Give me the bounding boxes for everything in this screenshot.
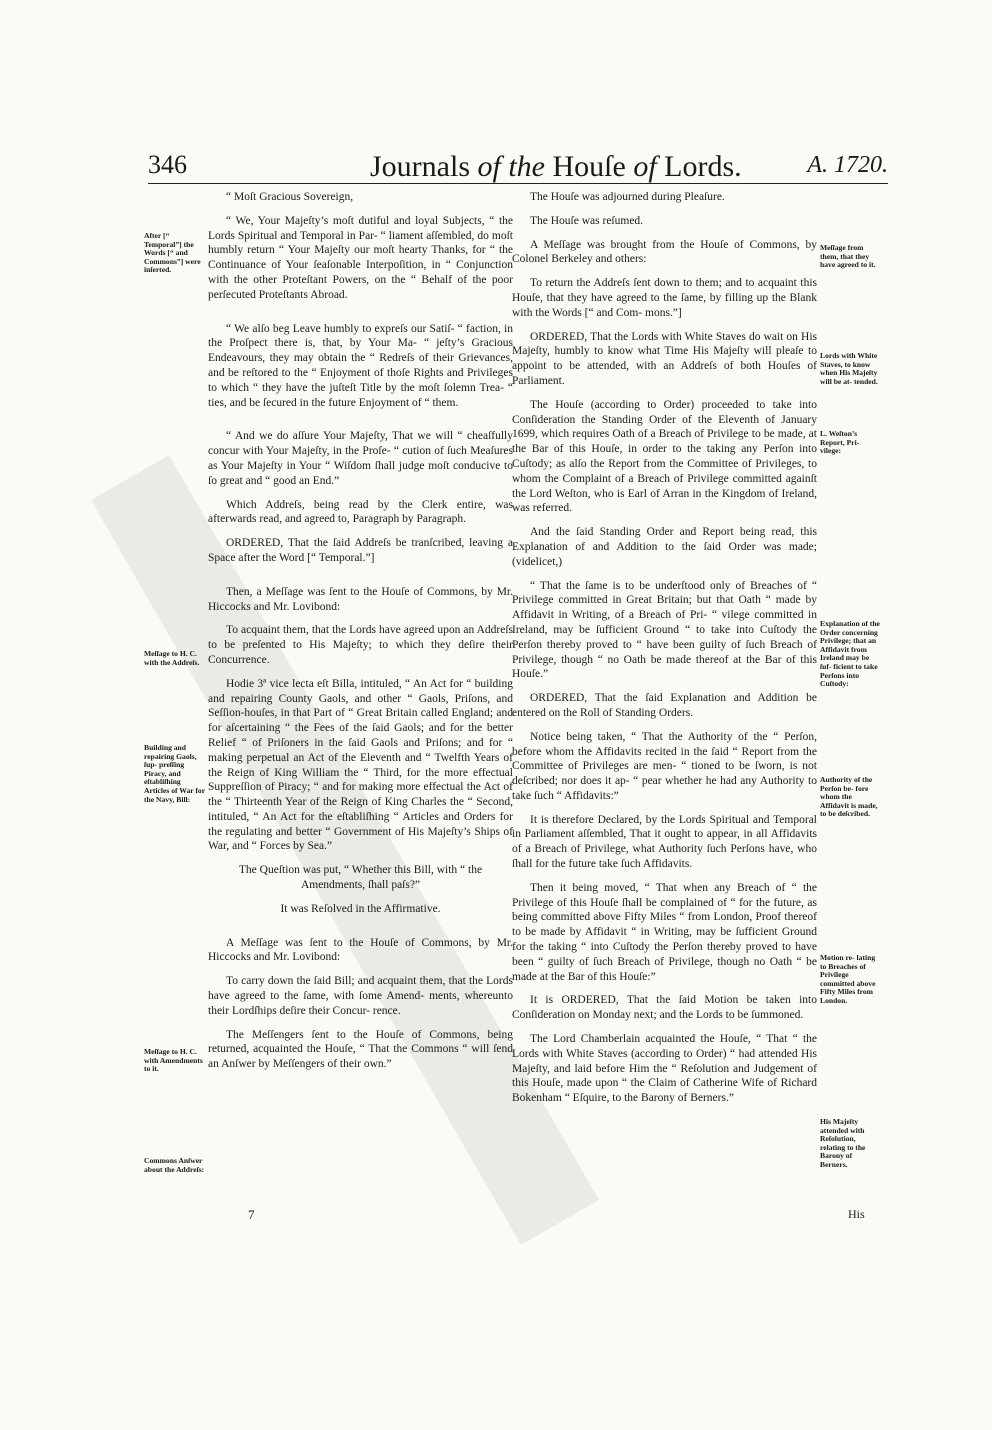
paragraph: ORDERED, That the ſaid Addreſs be tranſcribed, leaving a Space after the Word [“ Temporal.”] (208, 537, 513, 564)
margin-note-left: After [“ Temporal”] the Words [“ and Commons”] were inſerted. (144, 231, 201, 275)
header-rule (148, 183, 888, 184)
year-heading: A. 1720. (807, 152, 888, 178)
paragraph: Then, a Meſſage was ſent to the Houſe of Commons, by Mr. Hiccocks and Mr. Lovibond: (208, 585, 513, 613)
paragraph: “ And we do aſſure Your Majeſty, That we will “ cheaſfully concur with Your Majeſty, in the Proſe- “ cution of ſuch Meaſures as Your Majeſty in Your “ Wiſdom ſhall judge moſt conducive to ſo great and “ good an End.” (208, 430, 513, 487)
paragraph: A Meſſage was ſent to the Houſe of Commons, by Mr. Hiccocks and Mr. Lovibond: (208, 936, 513, 964)
margin-note-left: Commons Anſwer about the Addreſs: (144, 1156, 205, 1174)
margin-note-left: Building and repairing Gaols, ſup- preſſing Piracy, and eſtabliſhing Articles of War for the Navy, Bill: (144, 743, 205, 804)
paragraph: “ That the ſame is to be underſtood only of Breaches of “ Privilege committed in Great Britain; but that Oath “ made by Affidavit in Writing, of a Breach of Pri- “ vilege committed in Ireland, may be ſufficient Ground “ to take into Cuſtody the Perſon thereby proved to “ have been guilty of ſuch Breach of Privilege, though “ no Oath be made thereof at the Bar of this Houſe.” (512, 579, 817, 681)
paragraph: A Meſſage was brought from the Houſe of Commons, by Colonel Berkeley and others: (512, 238, 817, 266)
page-header (148, 150, 888, 190)
paragraph: Hodie 3ª vice lecta eſt Billa, intituled, “ An Act for “ building and repairing County Gaols, and other “ Gaols, Priſons, and Seſſion-houſes, in that Part of “ Great Britain called England; and for aſcertaining “ the Fees of the ſaid Gaols; and for the better Relief “ of Priſoners in the ſaid Gaols and Priſons; and for “ making perpetual an Act of the Eleventh and “ Twelfth Years of the Reign of King William the “ Third, for the more effectual Suppreſſion of Piracy; “ and for making more effectual the Act of the “ Thirteenth Year of the Reign of King Charles the “ Second, intituled, “ An Act for the eſtabliſhing “ Articles and Orders for the regulating and better “ Government of His Majeſty’s Ships of War, and “ Forces by Sea.” (208, 677, 513, 853)
paragraph: ORDERED, That the Lords with White Staves do wait on His Majeſty, humbly to know what Time His Majeſty will pleaſe to appoint to be attended, with an Addreſs of both Houſes of Parliament. (512, 330, 817, 387)
margin-note-right: His Majeſty attended with Reſolution, relating to the Barony of Berners. (820, 1117, 866, 1169)
paragraph: The Houſe (according to Order) proceeded to take into Conſideration the Standing Order of the Eleventh of January 1699, which requires Oath of a Breach of Privilege to be made, at the Bar of this Houſe, in order to the taking any Perſon into Cuſtody; as alſo the Report from the Committee of Privileges, to whom the Complaint of a Breach of Privilege committed againſt the Lord Weſton, who is Earl of Arran in the Kingdom of Ireland, was referred. (512, 398, 817, 515)
margin-note-right: L. Weſton’s Report, Pri- vilege: (820, 429, 860, 456)
paragraph: To carry down the ſaid Bill; and acquaint them, that the Lords have agreed to the ſame, with ſome Amend- ments, whereunto their Lordſhips deſire their Concur- rence. (208, 975, 513, 1017)
margin-note-right: Lords with White Staves, to know when His Majeſty will be at- tended. (820, 351, 878, 386)
paragraph: The Meſſengers ſent to the Houſe of Commons, being returned, acquainted the Houſe, “ That the Commons “ will ſend an Anſwer by Meſſengers of their own.” (208, 1028, 513, 1071)
right-column (512, 190, 817, 1115)
paragraph: “ Moſt Gracious Sovereign, (226, 191, 354, 203)
paragraph: The Queſtion was put, “ Whether this Bill, with “ the Amendments, ſhall paſs?” (238, 864, 483, 892)
paragraph: The Lord Chamberlain acquainted the Houſe, “ That “ the Lords with White Staves (according to Order) “ had attended His Majeſty, and laid before Him the “ Reſolution and Judgement of this Houſe, made upon “ the Claim of Catherine Wife of Richard Bokenham “ Eſquire, to the Barony of Berners.” (512, 1033, 817, 1105)
left-column (208, 190, 513, 1081)
margin-note-right: Explanation of the Order concerning Privilege; that an Affidavit from Ireland may be ſuf- ficient to take Perſons into Cuſtody: (820, 619, 880, 689)
catchword: His (848, 1207, 865, 1221)
paragraph: It was Reſolved in the Affirmative. (280, 902, 441, 915)
paragraph: It is therefore Declared, by the Lords Spiritual and Temporal in Parliament aſſembled, That it ought to appear, in all Affidavits of a Breach of Privilege, what Authority ſuch Perſons have, who ſhall for the future take ſuch Affidavits. (512, 813, 817, 871)
margin-note-left: Meſſage to H. C. with Amendments to it. (144, 1047, 203, 1074)
paragraph: Then it being moved, “ That when any Breach of “ the Privilege of this Houſe ſhall be complained of “ for the future, as being committed above Fifty Miles “ from London, Proof thereof to be made by Affidavit “ in Writing, may be ſufficient Ground for the taking “ into Cuſtody the Perſon thereby proved to have been “ guilty of ſuch Breach of Privilege, though no Oath “ be made at the Bar of this Houſe:” (512, 881, 817, 983)
margin-note-right: Motion re- lating to Breaches of Privilege committed above Fifty Miles from London. (820, 953, 876, 1005)
paragraph: “ We, Your Majeſty’s moſt dutiful and loyal Subjects, “ the Lords Spiritual and Temporal in Par- “ liament aſſembled, do moſt humbly return “ Your Majeſty our moſt hearty Thanks, for “ the Continuance of Your ſeaſonable Interpoſition, in “ Conjunction with the other Proteſtant Powers, on the “ Behalf of the poor perſecuted Proteſtants Abroad. (208, 214, 513, 301)
paragraph: To acquaint them, that the Lords have agreed upon an Addreſs to be preſented to His Majeſty; to which they deſire their Concurrence. (208, 624, 513, 666)
page-number: 346 (148, 150, 187, 179)
paragraph: The Houſe was adjourned during Pleaſure. (530, 191, 725, 203)
signature-mark: 7 (248, 1207, 255, 1222)
paragraph: Which Addreſs, being read by the Clerk entire, was afterwards read, and agreed to, Paragraph by Paragraph. (208, 498, 513, 526)
paragraph: To return the Addreſs ſent down to them; and to acquaint this Houſe, that they have agreed to the ſame, by filling up the Blank with the Words [“ and Com- mons.”] (512, 277, 817, 319)
paragraph: ORDERED, That the ſaid Explanation and Addition be entered on the Roll of Standing Orders. (512, 692, 817, 719)
paragraph: The Houſe was reſumed. (530, 214, 644, 227)
running-title: Journals of the Houſe of Lords. (370, 150, 742, 183)
paragraph: Notice being taken, “ That the Authority of the “ Perſon, before whom the Affidavits recited in the ſaid “ Report from the Committee of Privileges are men- “ tioned to be ſworn, is not deſcribed; nor does it ap- “ pear whether he had any Authority to take ſuch “ Affidavits:” (512, 730, 817, 802)
margin-note-left: Meſſage to H. C. with the Addreſs. (144, 649, 200, 667)
paragraph: “ We alſo beg Leave humbly to expreſs our Satiſ- “ faction, in the Proſpect there is, that, by Your Ma- “ jeſty’s Gracious Endeavours, they may obtain the “ Redreſs of their Grievances, and be reſtored to the “ Enjoyment of thoſe Rights and Privileges to which “ they have the juſteſt Title by the moſt ſolemn Trea- “ ties, and be ſecured in the future Enjoyment of “ them. (208, 322, 513, 409)
margin-note-right: Meſſage from them, that they have agreed to it. (820, 243, 876, 270)
margin-note-right: Authority of the Perſon be- fore whom the Affidavit is made, to be deſcribed. (820, 775, 878, 819)
paragraph: It is ORDERED, That the ſaid Motion be taken into Conſideration on Monday next; and the Lords to be ſummoned. (512, 994, 817, 1022)
paragraph: And the ſaid Standing Order and Report being read, this Explanation of and Addition to the ſaid Order was made; (videlicet,) (512, 526, 817, 568)
